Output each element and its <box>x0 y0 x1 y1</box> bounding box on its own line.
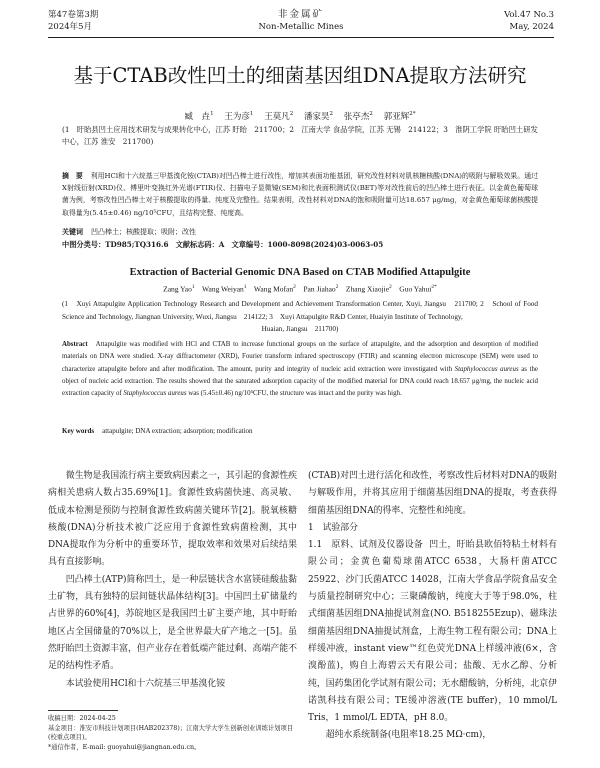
section-1-1: 1.1 原料、试剂及仪器设备 凹土，盱眙县欧佰特粘土材料有限公司；金黄色葡萄球菌ATCC 6538，大肠杆菌ATCC 25922、沙门氏菌ATCC 14028，江南大学食品学院食品安全与质量控制研究中心；三聚磷酸钠，纯度大于等于98.0%，柱式细菌基因组DNA抽提试剂盒(NO. B518255Ezup)、磁珠法细菌基因组DNA抽提试剂盒，上海生物工程有限公司；DNA上样缓冲液，instant view™红色荧光DNA上样缓冲液(6×，含溴酚蓝)，购自上海碧云天有限公司；盐酸、无水乙醇、分析纯，国药集团化学试剂有限公司；无水醋酸钠，分析纯，北京伊诺凯科技有限公司；TE缓冲溶液(TE buffer)，10 mmol/L Tris，1 mmol/L EDTA，pH 8.0。 <box>308 540 557 724</box>
keywords-en: Key words attapulgite; DNA extraction; adsorption; modification <box>62 427 253 435</box>
paper-title: 基于CTAB改性凹土的细菌基因组DNA提取方法研究 <box>73 64 527 87</box>
body-column-right <box>308 468 557 745</box>
section-1-1-cont: 超纯水系统制备(电阻率18.25 MΩ·cm)， <box>325 730 492 741</box>
intro-paragraph-3-cont: (CTAB)对凹土进行活化和改性，考察改性后材料对DNA的吸附与解吸作用，并将其应用于细菌基因组DNA的提取，考查获得细菌基因组DNA的得率、完整性和纯度。 <box>308 471 557 516</box>
paper-title-en: Extraction of Bacterial Genomic DNA Based on CTAB Modified Attapulgite <box>129 267 471 278</box>
header-journal: 非金属矿 Non-Metallic Mines <box>258 9 344 32</box>
header-volume: 第47卷第3期 2024年5月 <box>48 10 99 32</box>
classification-cn: 中图分类号：TD985;TQ316.6 文献标志码：A 文章编号：1000-8098(2024)03-0063-05 <box>62 240 384 249</box>
affiliation-cn: (1 盱眙县凹土应用技术研发与成果转化中心，江苏 盱眙 211700；2 江南大学 食品学院，江苏 无锡 214122；3 淮阴工学院 盱眙凹土研发中心，江苏 淮安 211700) <box>62 125 538 146</box>
header-volume-en: Vol.47 No.3 May, 2024 <box>504 10 554 32</box>
body-column-left <box>48 468 297 693</box>
affiliation-en: (1 Xuyi Attapulgite Application Technology Research and Development and Achievement Transformation Center, Xuyi, Jiangsu 211700; 2 School of Food Science and Technology, Jiangnan University, Wuxi, Jiangsu 214122; 3 Xuyi Attapulgite R&D Center, Huaiyin Institute of Technology, Huaian, Jiangsu 211700) <box>62 300 538 333</box>
section-1-heading: 1 试验部分 <box>308 522 359 533</box>
intro-paragraph-2: 凹凸棒土(ATP)简称凹土，是一种层链状含水富镁硅酸盐黏土矿物，具有独特的层间链状晶体结构[3]。中国凹土矿储量约占世界的60%[4]，苏皖地区是我国凹土矿主要产地，其中盱眙地区占全国储量的70%以上，是全世界最大矿产地之一[5]。虽然盱眙凹土资源丰富，但产业存在着低端产能过剩、高端产能不足的结构性矛盾。 <box>48 574 297 672</box>
keywords-cn: 关键词 凹凸棒土；核酸提取；吸附；改性 <box>62 227 196 236</box>
authors-cn: 臧 垚$^1$ 王为彦$^1$ 王莫凡$^2$ 潘家昊$^2$ 张亭杰$^2$ 郭亚辉$^{2*}$ <box>184 111 416 122</box>
footnote: 收稿日期：2024-04-25 基金项目：淮安市科技计划项目(HAB202378)；江南大学大学生创新创业训练计划项目(校重点项目)。 *通信作者，E-mail: guoyahui@jiangnan.edu.cn。 <box>48 715 294 751</box>
intro-paragraph-3: 本试验使用HCl和十六烷基三甲基溴化铵 <box>65 678 226 689</box>
abstract-en: Abstract Attapulgite was modified with HCl and CTAB to increase functional groups on the surface of attapulgite, and the adsorption and desorption of modified materials on DNA were studied. X-ray diffractometer (XRD), Fourier transform infrared spectroscopy (FTIR) and scanning electron microscope (SEM) were used to characterize attapulgite before and after modification. The amount, purity and integrity of nucleic acid extraction were investigated with Staphylococcus aureus as the object of nucleic acid extraction. The results showed that the saturated adsorption capacity of the modified material for DNA could reach 18.657 μg/mg, the nucleic acid extraction capacity of Staphylococcus aureus was (5.45±0.46) ng/10⁵CFU, the structure was intact and the purity was high. <box>62 341 538 398</box>
authors-en: Zang Yao$^1$ Wang Weiyan$^1$ Wang Mofan$^2$ Pan Jiahao$^2$ Zhang Xiaojie$^2$ Guo Yahui$^{2*}$ <box>163 284 437 294</box>
running-header <box>48 9 554 35</box>
footnote-rule <box>48 710 118 711</box>
abstract-cn: 摘 要 利用HCl和十六烷基三甲基溴化铵(CTAB)对凹凸棒土进行改性，增加其表面功能基团，研究改性材料对肌核糖核酸(DNA)的吸附与解吸效果。通过X射线衍射(XRD)仪、傅里叶变换红外光谱(FTIR)仪、扫描电子显微镜(SEM)和比表面积测试仪(BET)等对改性前后的凹凸棒土进行表征。以金黄色葡萄球菌为例，考察改性凹凸棒土对于核酸提取的得量、纯度及完整性。结果表明，改性材料对DNA的饱和吸附量可达18.657 μg/mg，对金黄色葡萄球菌核酸提取得量为(5.45±0.46) ng/10⁵CFU，且结构完整、纯度高。 <box>62 172 539 217</box>
header-rule <box>48 37 554 38</box>
intro-paragraph-1: 微生物是我国流行病主要致病因素之一，其引起的食源性疾病相关患病人数占35.69%[1]。食源性致病菌快速、高灵敏、低成本检测是预防与控制食源性致病菌关键环节[2]。脱氧核糖核酸(DNA)分析技术被广泛应用于食源性致病菌检测，其中DNA提取作为分析中的重要环节，提取效率和效果对后续结果具有直接影响。 <box>48 471 297 568</box>
